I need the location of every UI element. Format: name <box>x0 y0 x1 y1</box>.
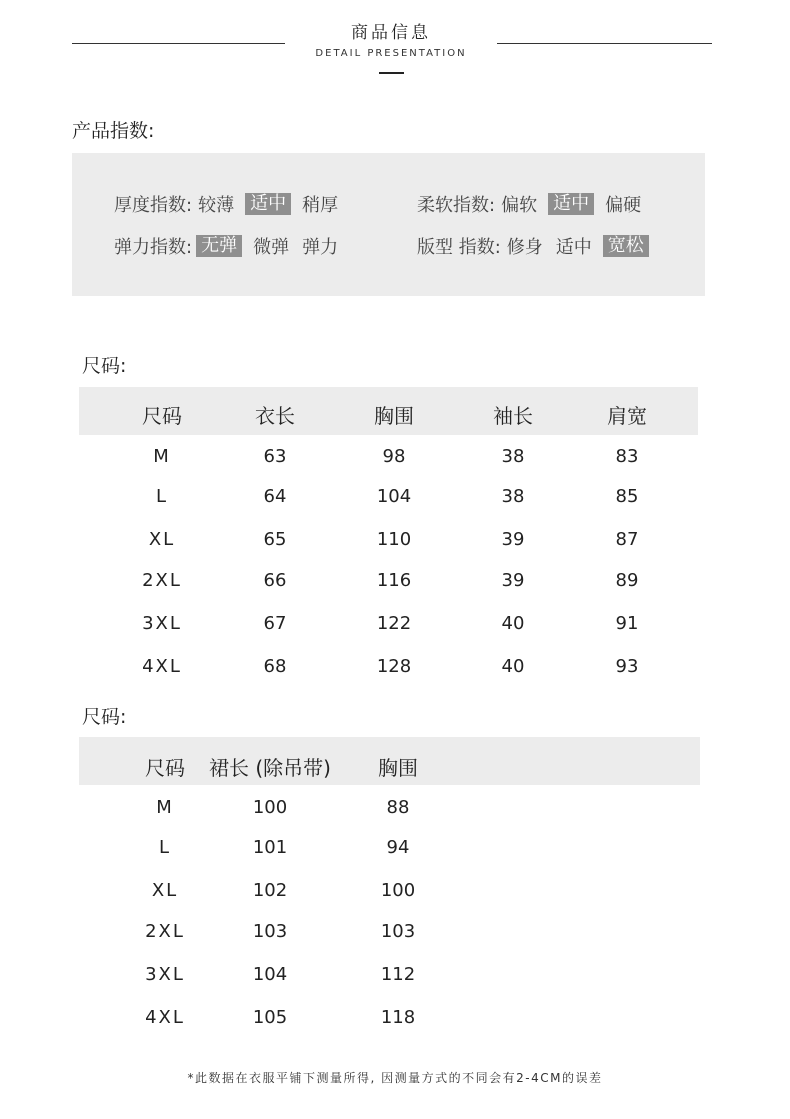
column-header: 尺码 <box>142 404 182 428</box>
measurement-cell: 102 <box>252 880 288 901</box>
size-table-2-heading: 尺码: <box>82 706 127 728</box>
measurement-cell: 122 <box>376 613 412 634</box>
thickness-option-selected: 适中 <box>245 193 291 215</box>
size-cell: 3XL <box>145 964 185 985</box>
measurement-cell: 63 <box>263 446 287 467</box>
softness-option-selected: 适中 <box>548 193 594 215</box>
measurement-cell: 103 <box>380 921 416 942</box>
thickness-option: 稍厚 <box>302 195 339 216</box>
measurement-cell: 112 <box>380 964 416 985</box>
measurement-cell: 39 <box>501 529 525 550</box>
measurement-cell: 103 <box>252 921 288 942</box>
elasticity-label: 弹力指数: <box>114 237 193 258</box>
measurement-cell: 93 <box>615 656 639 677</box>
softness-index-row <box>417 191 652 217</box>
measurement-cell: 116 <box>376 570 412 591</box>
measurement-cell: 91 <box>615 613 639 634</box>
thickness-index-row <box>114 191 349 217</box>
column-header: 肩宽 <box>607 404 647 428</box>
measurement-cell: 67 <box>263 613 287 634</box>
header-rule-left <box>72 43 285 44</box>
thickness-label: 厚度指数: <box>114 195 193 216</box>
product-index-heading: 产品指数: <box>72 120 155 142</box>
softness-option: 偏软 <box>501 195 538 216</box>
size-cell: 2XL <box>142 570 182 591</box>
size-cell: 4XL <box>142 656 182 677</box>
measurement-footnote: *此数据在衣服平铺下测量所得, 因测量方式的不同会有2-4CM的误差 <box>187 1071 603 1085</box>
measurement-cell: 66 <box>263 570 287 591</box>
measurement-cell: 89 <box>615 570 639 591</box>
column-header: 胸围 <box>374 404 414 428</box>
measurement-cell: 110 <box>376 529 412 550</box>
measurement-cell: 104 <box>252 964 288 985</box>
measurement-cell: 64 <box>263 486 287 507</box>
size-cell: L <box>155 486 169 507</box>
measurement-cell: 118 <box>380 1007 416 1028</box>
measurement-cell: 100 <box>252 797 288 818</box>
product-index-panel <box>72 153 705 296</box>
fit-index-row <box>417 233 658 259</box>
measurement-cell: 38 <box>501 446 525 467</box>
column-header: 胸围 <box>378 756 418 780</box>
measurement-cell: 85 <box>615 486 639 507</box>
header-subtitle: DETAIL PRESENTATION <box>315 48 467 59</box>
measurement-cell: 39 <box>501 570 525 591</box>
column-header: 衣长 <box>255 404 295 428</box>
size-cell: 3XL <box>142 613 182 634</box>
size-cell: M <box>153 446 171 467</box>
size-cell: 2XL <box>145 921 185 942</box>
measurement-cell: 88 <box>386 797 410 818</box>
elasticity-option-selected: 无弹 <box>196 235 242 257</box>
fit-label: 版型 指数: <box>417 237 501 258</box>
measurement-cell: 68 <box>263 656 287 677</box>
fit-option: 修身 <box>506 237 543 258</box>
measurement-cell: 98 <box>382 446 406 467</box>
elasticity-index-row <box>114 233 349 259</box>
column-header: 袖长 <box>493 404 533 428</box>
measurement-cell: 38 <box>501 486 525 507</box>
header-underline <box>379 72 404 74</box>
size-cell: M <box>156 797 174 818</box>
header-title: 商品信息 <box>351 23 431 43</box>
softness-option: 偏硬 <box>605 195 642 216</box>
measurement-cell: 105 <box>252 1007 288 1028</box>
column-header: 裙长 (除吊带) <box>209 756 331 780</box>
measurement-cell: 40 <box>501 613 525 634</box>
measurement-cell: 101 <box>252 837 288 858</box>
size-cell: XL <box>151 880 179 901</box>
header-rule-right <box>497 43 712 44</box>
elasticity-option: 弹力 <box>302 237 339 258</box>
size-table-1-heading: 尺码: <box>82 355 127 377</box>
measurement-cell: 100 <box>380 880 416 901</box>
softness-label: 柔软指数: <box>417 195 496 216</box>
fit-option-selected: 宽松 <box>603 235 649 257</box>
measurement-cell: 104 <box>376 486 412 507</box>
column-header: 尺码 <box>145 756 185 780</box>
elasticity-option: 微弹 <box>253 237 290 258</box>
measurement-cell: 128 <box>376 656 412 677</box>
measurement-cell: 87 <box>615 529 639 550</box>
thickness-option: 较薄 <box>198 195 235 216</box>
size-cell: XL <box>148 529 176 550</box>
size-cell: L <box>158 837 172 858</box>
measurement-cell: 83 <box>615 446 639 467</box>
measurement-cell: 94 <box>386 837 410 858</box>
size-cell: 4XL <box>145 1007 185 1028</box>
fit-option: 适中 <box>555 237 592 258</box>
measurement-cell: 65 <box>263 529 287 550</box>
measurement-cell: 40 <box>501 656 525 677</box>
